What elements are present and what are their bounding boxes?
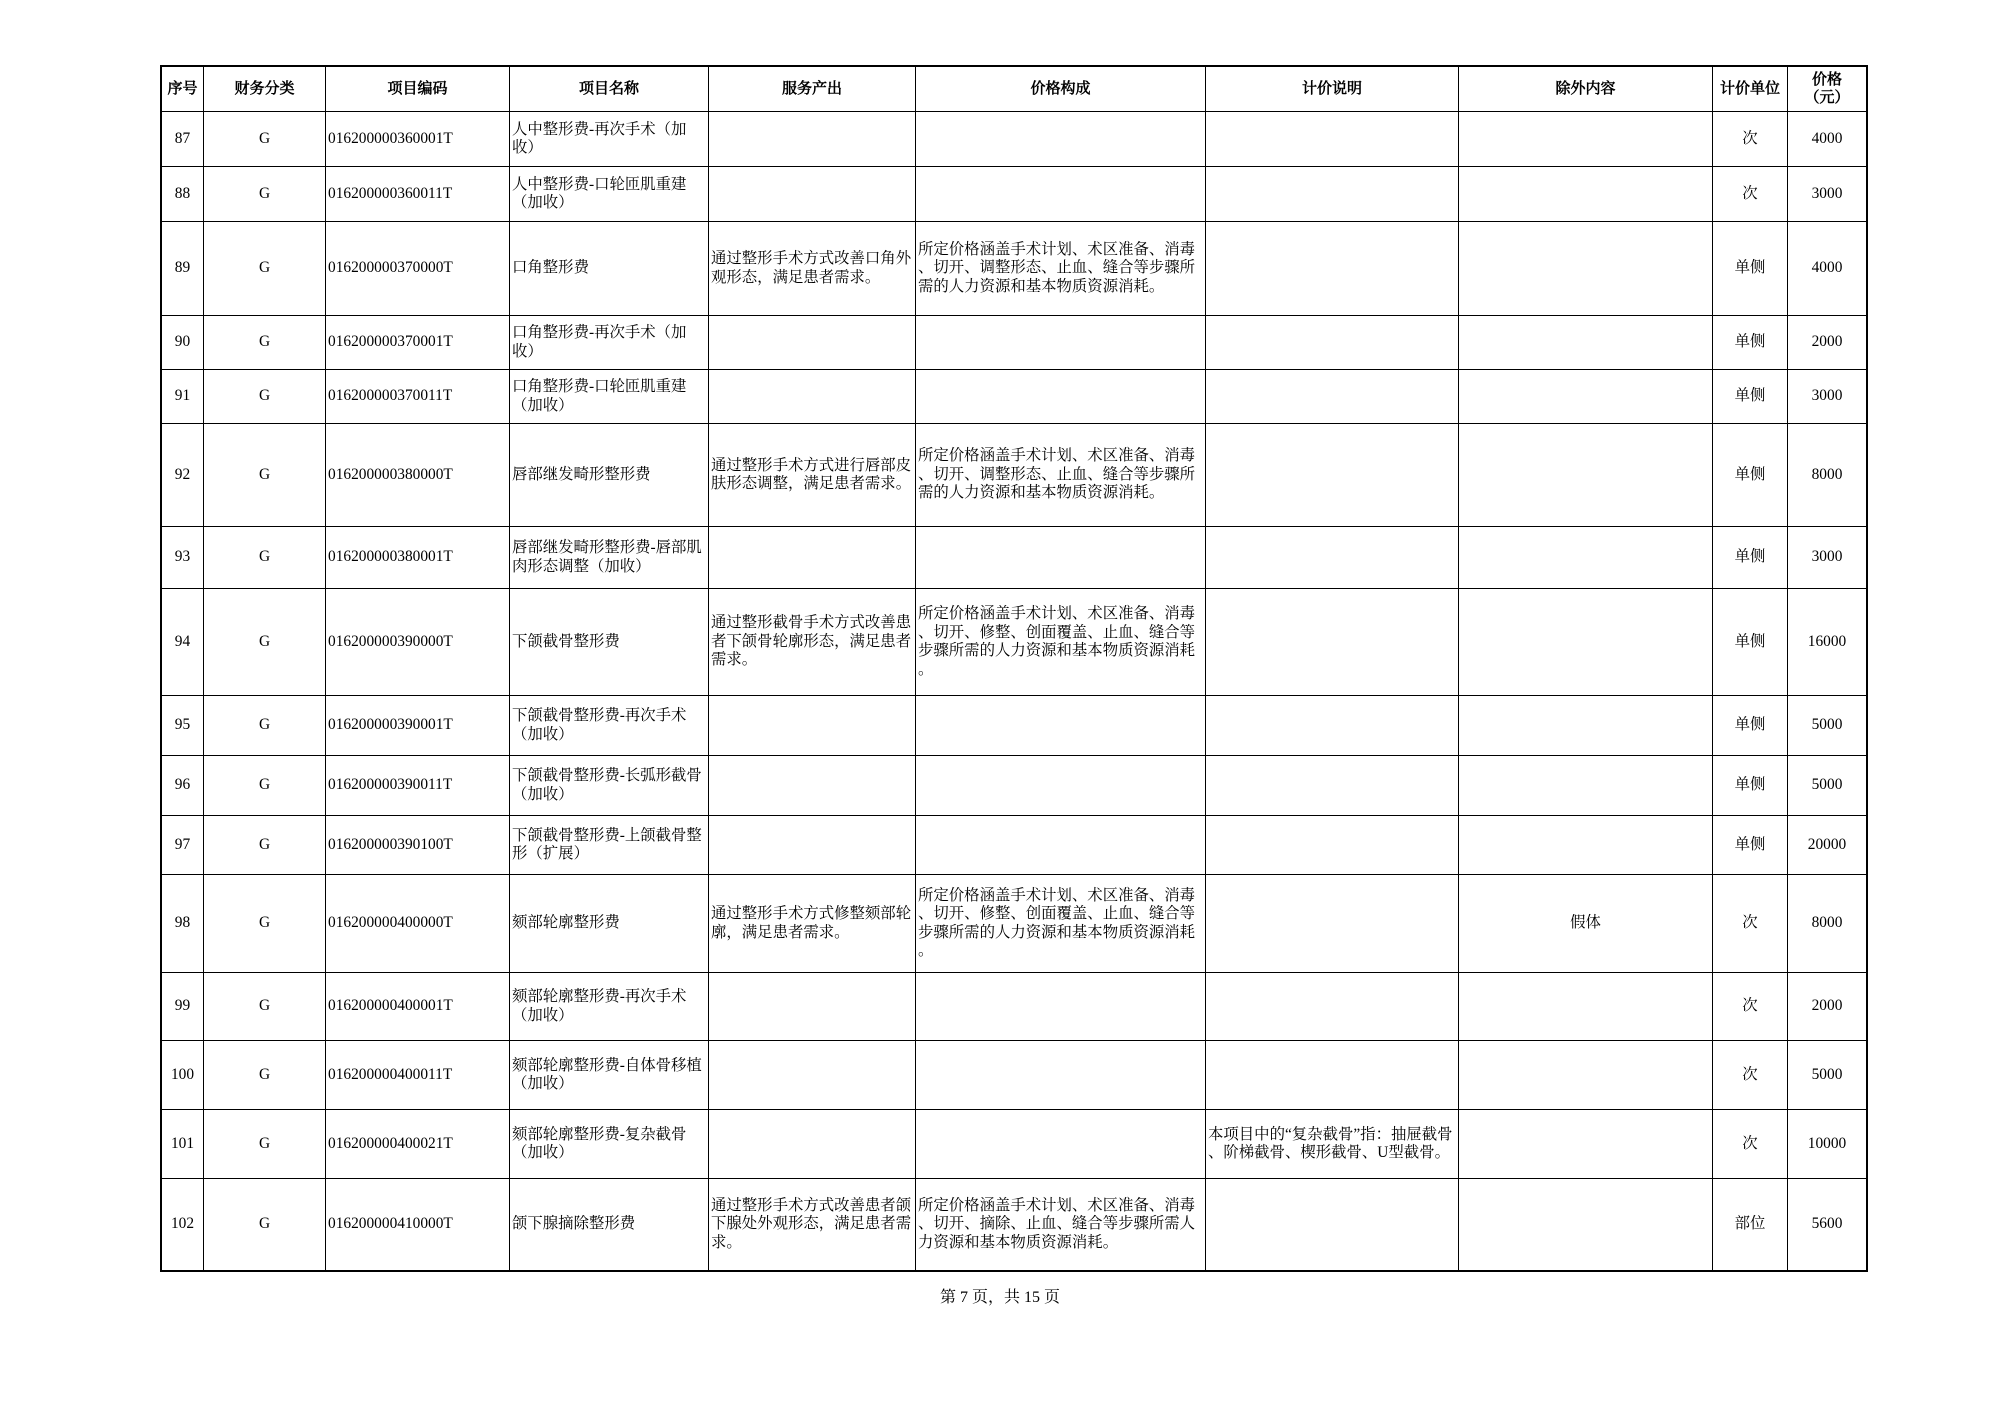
- cell-pricing-note: [1206, 222, 1459, 316]
- cell-seq: 90: [162, 316, 204, 370]
- table-row: [162, 112, 1868, 167]
- cell-price-composition: 所定价格涵盖手术计划、术区准备、消毒、切开、修整、创面覆盖、止血、缝合等步骤所需的人力资源和基本物质资源消耗。: [916, 875, 1206, 973]
- cell-item-code: 016200000390001T: [326, 696, 510, 756]
- cell-service-output: [709, 1041, 916, 1110]
- table-row: [162, 756, 1868, 816]
- cell-pricing-unit: 次: [1713, 875, 1788, 973]
- cell-price-composition: [916, 1041, 1206, 1110]
- table-row: [162, 696, 1868, 756]
- cell-exclusion: [1459, 112, 1713, 167]
- cell-finance-category: G: [204, 1110, 326, 1179]
- cell-pricing-note: [1206, 816, 1459, 875]
- cell-item-name: 口角整形费-口轮匝肌重建（加收）: [510, 370, 709, 424]
- cell-service-output: 通过整形手术方式修整颏部轮廓，满足患者需求。: [709, 875, 916, 973]
- cell-finance-category: G: [204, 112, 326, 167]
- cell-item-code: 016200000380001T: [326, 527, 510, 589]
- cell-exclusion: 假体: [1459, 875, 1713, 973]
- cell-price-composition: [916, 973, 1206, 1041]
- cell-seq: 98: [162, 875, 204, 973]
- cell-exclusion: [1459, 527, 1713, 589]
- table-row: [162, 1041, 1868, 1110]
- header-service-output: 服务产出: [709, 67, 916, 112]
- cell-seq: 102: [162, 1179, 204, 1272]
- cell-pricing-unit: 单侧: [1713, 816, 1788, 875]
- cell-item-code: 016200000390011T: [326, 756, 510, 816]
- cell-pricing-unit: 次: [1713, 167, 1788, 222]
- cell-item-name: 下颌截骨整形费: [510, 589, 709, 696]
- table-row: [162, 589, 1868, 696]
- header-pricing-unit: 计价单位: [1713, 67, 1788, 112]
- cell-pricing-unit: 单侧: [1713, 589, 1788, 696]
- cell-item-code: 016200000370000T: [326, 222, 510, 316]
- cell-price-composition: [916, 756, 1206, 816]
- cell-exclusion: [1459, 756, 1713, 816]
- cell-price-composition: [916, 527, 1206, 589]
- cell-finance-category: G: [204, 316, 326, 370]
- cell-pricing-unit: 单侧: [1713, 756, 1788, 816]
- cell-price: 8000: [1788, 424, 1868, 527]
- cell-seq: 100: [162, 1041, 204, 1110]
- cell-pricing-note: [1206, 1179, 1459, 1272]
- cell-exclusion: [1459, 1179, 1713, 1272]
- cell-price: 8000: [1788, 875, 1868, 973]
- table-row: [162, 875, 1868, 973]
- cell-item-code: 016200000390000T: [326, 589, 510, 696]
- cell-service-output: 通过整形手术方式改善口角外观形态，满足患者需求。: [709, 222, 916, 316]
- cell-item-name: 颏部轮廓整形费-复杂截骨（加收）: [510, 1110, 709, 1179]
- cell-price-composition: [916, 1110, 1206, 1179]
- cell-exclusion: [1459, 222, 1713, 316]
- table-row: [162, 370, 1868, 424]
- cell-price: 20000: [1788, 816, 1868, 875]
- cell-item-name: 唇部继发畸形整形费-唇部肌肉形态调整（加收）: [510, 527, 709, 589]
- cell-exclusion: [1459, 589, 1713, 696]
- cell-item-code: 016200000400000T: [326, 875, 510, 973]
- cell-item-code: 016200000370011T: [326, 370, 510, 424]
- cell-item-code: 016200000400011T: [326, 1041, 510, 1110]
- cell-finance-category: G: [204, 222, 326, 316]
- cell-finance-category: G: [204, 756, 326, 816]
- cell-price: 4000: [1788, 222, 1868, 316]
- cell-price-composition: [916, 816, 1206, 875]
- cell-item-name: 口角整形费-再次手术（加收）: [510, 316, 709, 370]
- cell-price-composition: [916, 112, 1206, 167]
- cell-pricing-unit: 单侧: [1713, 424, 1788, 527]
- cell-pricing-note: [1206, 756, 1459, 816]
- table-header-row: [162, 67, 1868, 112]
- cell-finance-category: G: [204, 696, 326, 756]
- cell-service-output: [709, 816, 916, 875]
- cell-seq: 89: [162, 222, 204, 316]
- cell-pricing-note: [1206, 112, 1459, 167]
- cell-item-code: 016200000370001T: [326, 316, 510, 370]
- cell-exclusion: [1459, 370, 1713, 424]
- cell-pricing-unit: 部位: [1713, 1179, 1788, 1272]
- cell-price: 5000: [1788, 756, 1868, 816]
- cell-item-name: 人中整形费-口轮匝肌重建（加收）: [510, 167, 709, 222]
- cell-price: 4000: [1788, 112, 1868, 167]
- cell-pricing-note: [1206, 696, 1459, 756]
- table-row: [162, 973, 1868, 1041]
- cell-exclusion: [1459, 696, 1713, 756]
- cell-finance-category: G: [204, 589, 326, 696]
- header-price-label: 价格（元）: [1804, 72, 1850, 106]
- cell-finance-category: G: [204, 816, 326, 875]
- cell-seq: 91: [162, 370, 204, 424]
- cell-exclusion: [1459, 167, 1713, 222]
- cell-pricing-unit: 次: [1713, 1110, 1788, 1179]
- cell-item-code: 016200000400021T: [326, 1110, 510, 1179]
- header-price: [1788, 67, 1868, 112]
- cell-item-code: 016200000410000T: [326, 1179, 510, 1272]
- cell-item-code: 016200000360001T: [326, 112, 510, 167]
- cell-item-name: 颏部轮廓整形费-再次手术（加收）: [510, 973, 709, 1041]
- cell-exclusion: [1459, 424, 1713, 527]
- cell-service-output: [709, 370, 916, 424]
- cell-item-name: 下颌截骨整形费-上颌截骨整形（扩展）: [510, 816, 709, 875]
- cell-exclusion: [1459, 816, 1713, 875]
- cell-finance-category: G: [204, 424, 326, 527]
- cell-seq: 88: [162, 167, 204, 222]
- table-row: [162, 527, 1868, 589]
- cell-pricing-note: [1206, 424, 1459, 527]
- table-row: [162, 222, 1868, 316]
- cell-pricing-note: [1206, 1041, 1459, 1110]
- cell-seq: 99: [162, 973, 204, 1041]
- header-pricing-note: 计价说明: [1206, 67, 1459, 112]
- cell-pricing-unit: 单侧: [1713, 527, 1788, 589]
- cell-price: 10000: [1788, 1110, 1868, 1179]
- table-row: [162, 167, 1868, 222]
- cell-service-output: [709, 112, 916, 167]
- page-footer: 第 7 页，共 15 页: [939, 1289, 1060, 1306]
- cell-item-name: 下颌截骨整形费-再次手术（加收）: [510, 696, 709, 756]
- cell-pricing-note: [1206, 167, 1459, 222]
- cell-pricing-unit: 单侧: [1713, 222, 1788, 316]
- price-table: [160, 65, 1868, 1272]
- cell-service-output: 通过整形手术方式改善患者颌下腺处外观形态，满足患者需求。: [709, 1179, 916, 1272]
- cell-price: 5000: [1788, 696, 1868, 756]
- cell-service-output: [709, 756, 916, 816]
- cell-exclusion: [1459, 1041, 1713, 1110]
- cell-price-composition: 所定价格涵盖手术计划、术区准备、消毒、切开、调整形态、止血、缝合等步骤所需的人力资源和基本物质资源消耗。: [916, 222, 1206, 316]
- cell-seq: 96: [162, 756, 204, 816]
- cell-finance-category: G: [204, 875, 326, 973]
- header-seq: 序号: [162, 67, 204, 112]
- cell-pricing-note: [1206, 527, 1459, 589]
- cell-price-composition: 所定价格涵盖手术计划、术区准备、消毒、切开、调整形态、止血、缝合等步骤所需的人力资源和基本物质资源消耗。: [916, 424, 1206, 527]
- cell-pricing-unit: 单侧: [1713, 370, 1788, 424]
- cell-pricing-note: 本项目中的“复杂截骨”指：抽屉截骨、阶梯截骨、楔形截骨、U型截骨。: [1206, 1110, 1459, 1179]
- cell-item-code: 016200000380000T: [326, 424, 510, 527]
- cell-finance-category: G: [204, 370, 326, 424]
- cell-service-output: [709, 167, 916, 222]
- cell-finance-category: G: [204, 527, 326, 589]
- cell-exclusion: [1459, 973, 1713, 1041]
- cell-seq: 87: [162, 112, 204, 167]
- cell-pricing-note: [1206, 370, 1459, 424]
- table-row: [162, 1110, 1868, 1179]
- cell-price: 3000: [1788, 167, 1868, 222]
- cell-price-composition: [916, 370, 1206, 424]
- cell-price-composition: 所定价格涵盖手术计划、术区准备、消毒、切开、修整、创面覆盖、止血、缝合等步骤所需的人力资源和基本物质资源消耗。: [916, 589, 1206, 696]
- cell-exclusion: [1459, 1110, 1713, 1179]
- cell-service-output: 通过整形截骨手术方式改善患者下颌骨轮廓形态，满足患者需求。: [709, 589, 916, 696]
- cell-item-name: 下颌截骨整形费-长弧形截骨（加收）: [510, 756, 709, 816]
- cell-pricing-note: [1206, 973, 1459, 1041]
- cell-item-name: 颏部轮廓整形费-自体骨移植（加收）: [510, 1041, 709, 1110]
- cell-price-composition: [916, 316, 1206, 370]
- cell-service-output: [709, 527, 916, 589]
- header-price-composition: 价格构成: [916, 67, 1206, 112]
- cell-item-code: 016200000360011T: [326, 167, 510, 222]
- cell-price: 2000: [1788, 973, 1868, 1041]
- cell-service-output: [709, 973, 916, 1041]
- cell-service-output: 通过整形手术方式进行唇部皮肤形态调整，满足患者需求。: [709, 424, 916, 527]
- cell-seq: 101: [162, 1110, 204, 1179]
- cell-price-composition: [916, 167, 1206, 222]
- cell-seq: 94: [162, 589, 204, 696]
- cell-item-name: 颏部轮廓整形费: [510, 875, 709, 973]
- cell-service-output: [709, 1110, 916, 1179]
- cell-item-name: 颌下腺摘除整形费: [510, 1179, 709, 1272]
- cell-pricing-unit: 单侧: [1713, 696, 1788, 756]
- cell-pricing-note: [1206, 589, 1459, 696]
- cell-finance-category: G: [204, 973, 326, 1041]
- cell-price-composition: 所定价格涵盖手术计划、术区准备、消毒、切开、摘除、止血、缝合等步骤所需人力资源和基本物质资源消耗。: [916, 1179, 1206, 1272]
- cell-finance-category: G: [204, 1041, 326, 1110]
- cell-pricing-unit: 次: [1713, 1041, 1788, 1110]
- cell-price: 3000: [1788, 370, 1868, 424]
- header-item-name: 项目名称: [510, 67, 709, 112]
- cell-price: 5000: [1788, 1041, 1868, 1110]
- table-row: [162, 424, 1868, 527]
- table-row: [162, 1179, 1868, 1272]
- cell-pricing-unit: 次: [1713, 973, 1788, 1041]
- cell-service-output: [709, 316, 916, 370]
- cell-item-name: 人中整形费-再次手术（加收）: [510, 112, 709, 167]
- header-exclusion: 除外内容: [1459, 67, 1713, 112]
- cell-item-name: 口角整形费: [510, 222, 709, 316]
- cell-price: 16000: [1788, 589, 1868, 696]
- cell-item-code: 016200000400001T: [326, 973, 510, 1041]
- cell-price: 3000: [1788, 527, 1868, 589]
- cell-item-name: 唇部继发畸形整形费: [510, 424, 709, 527]
- cell-price: 5600: [1788, 1179, 1868, 1272]
- cell-service-output: [709, 696, 916, 756]
- cell-seq: 95: [162, 696, 204, 756]
- cell-pricing-note: [1206, 316, 1459, 370]
- cell-finance-category: G: [204, 167, 326, 222]
- cell-seq: 92: [162, 424, 204, 527]
- cell-price-composition: [916, 696, 1206, 756]
- cell-finance-category: G: [204, 1179, 326, 1272]
- cell-pricing-unit: 次: [1713, 112, 1788, 167]
- header-item-code: 项目编码: [326, 67, 510, 112]
- cell-pricing-unit: 单侧: [1713, 316, 1788, 370]
- cell-item-code: 016200000390100T: [326, 816, 510, 875]
- header-finance-category: 财务分类: [204, 67, 326, 112]
- table-body: [162, 112, 1868, 1272]
- cell-price: 2000: [1788, 316, 1868, 370]
- cell-exclusion: [1459, 316, 1713, 370]
- cell-seq: 97: [162, 816, 204, 875]
- table-row: [162, 316, 1868, 370]
- cell-pricing-note: [1206, 875, 1459, 973]
- cell-seq: 93: [162, 527, 204, 589]
- table-row: [162, 816, 1868, 875]
